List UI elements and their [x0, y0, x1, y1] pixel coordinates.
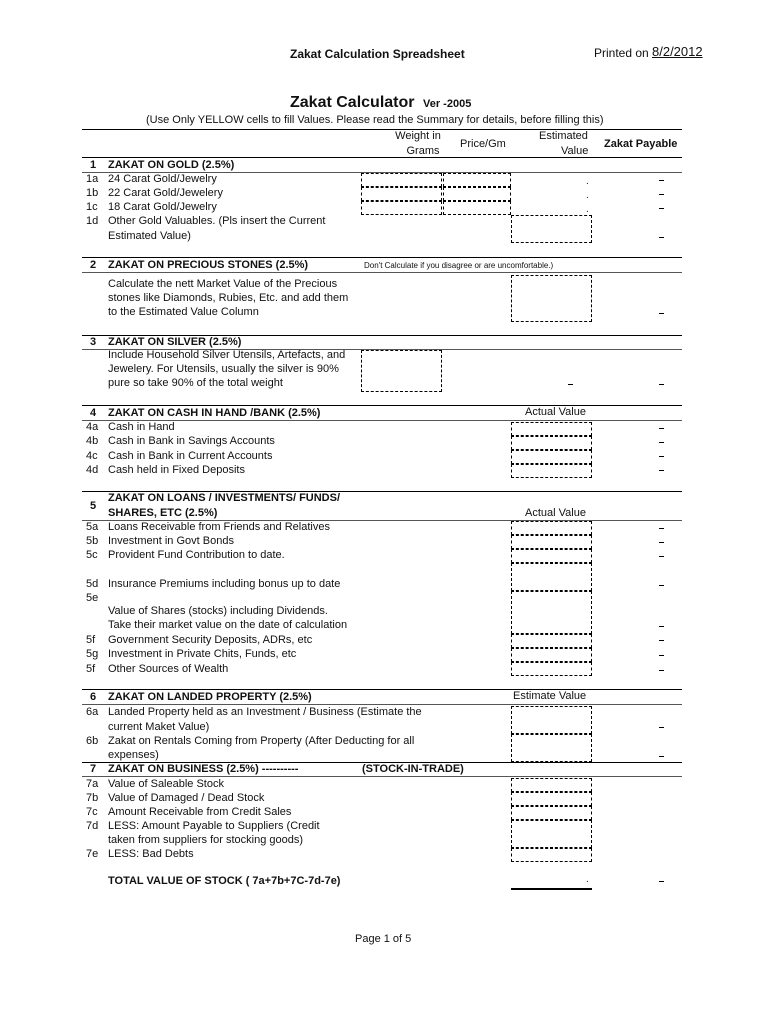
section-1-title: ZAKAT ON GOLD (2.5%) [108, 159, 235, 171]
section-3-desc-1: Include Household Silver Utensils, Artefacts, and [108, 349, 346, 361]
loans-receivable-input[interactable] [511, 521, 592, 535]
section-4-number: 4 [90, 407, 97, 419]
col-weight-header: Weight in [395, 130, 441, 142]
page-number: Page 1 of 5 [355, 933, 412, 945]
item-4a-label: Cash in Hand [108, 421, 175, 433]
item-1d-id: 1d [86, 215, 99, 227]
section-4-title: ZAKAT ON CASH IN HAND /BANK (2.5%) [108, 407, 321, 419]
col-price-header: Price/Gm [460, 138, 506, 150]
item-5g-label: Investment in Private Chits, Funds, etc [108, 648, 297, 660]
item-6a-id: 6a [86, 706, 99, 718]
supplier-payable-input[interactable] [511, 820, 592, 848]
calculator-version: Ver -2005 [423, 98, 472, 110]
zakat-4a-value [659, 428, 664, 429]
divider [82, 776, 682, 777]
item-4c-label: Cash in Bank in Current Accounts [108, 450, 273, 462]
item-6b-id: 6b [86, 735, 99, 747]
section-2-desc-2: stones like Diamonds, Rubies, Etc. and add them [108, 292, 349, 304]
zakat-4c-value [659, 456, 664, 457]
item-1b-id: 1b [86, 187, 99, 199]
item-7c-label: Amount Receivable from Credit Sales [108, 806, 292, 818]
item-5f-label: Government Security Deposits, ADRs, etc [108, 634, 313, 646]
item-7b-label: Value of Damaged / Dead Stock [108, 792, 265, 804]
credit-sales-input[interactable] [511, 806, 592, 820]
item-7d-label: LESS: Amount Payable to Suppliers (Credit [108, 820, 320, 832]
instruction-text: (Use Only YELLOW cells to fill Values. Please read the Summary for details, before filling this) [146, 114, 604, 126]
item-5c-label: Provident Fund Contribution to date. [108, 549, 285, 561]
item-4c-id: 4c [86, 450, 98, 462]
divider [82, 257, 682, 258]
value-dot: . [586, 190, 589, 201]
section-4-col-header: Actual Value [525, 406, 586, 418]
item-5d-id: 5d [86, 578, 99, 590]
divider [82, 689, 682, 690]
item-7e-label: LESS: Bad Debts [108, 848, 194, 860]
zakat-1b-value [659, 194, 664, 195]
zakat-2-value [659, 313, 664, 314]
item-6b-label: Zakat on Rentals Coming from Property (After Deducting for all [108, 735, 415, 747]
divider [82, 157, 682, 158]
item-5c-id: 5c [86, 549, 98, 561]
zakat-1a-value [659, 180, 664, 181]
section-7-subtitle: (STOCK-IN-TRADE) [362, 763, 464, 775]
zakat-5a-value [659, 528, 664, 529]
item-5a-label: Loans Receivable from Friends and Relatives [108, 521, 330, 533]
zakat-5d-value [659, 585, 664, 586]
section-5-title-2: SHARES, ETC (2.5%) [108, 507, 218, 519]
section-2-desc-1: Calculate the nett Market Value of the Precious [108, 278, 338, 290]
item-1a-label: 24 Carat Gold/Jewelry [108, 173, 217, 185]
section-6-col-header: Estimate Value [513, 690, 587, 702]
total-stock-label: TOTAL VALUE OF STOCK ( 7a+7b+7C-7d-7e) [108, 875, 341, 887]
section-3-desc-2: Jewelery. For Utensils, usually the silver is 90% [108, 363, 339, 375]
col-weight-header-2: Grams [406, 145, 440, 157]
item-5b-label: Investment in Govt Bonds [108, 535, 234, 547]
divider [82, 129, 682, 130]
silver-estimated-value [568, 384, 573, 385]
item-7c-id: 7c [86, 806, 98, 818]
section-5-col-header: Actual Value [525, 507, 586, 519]
cash-savings-input[interactable] [511, 436, 592, 450]
value-dot: . [586, 204, 589, 215]
col-zakat-header: Zakat Payable [604, 138, 678, 150]
silver-weight-input[interactable] [361, 350, 442, 392]
property-rentals-input[interactable] [511, 734, 592, 762]
item-4b-id: 4b [86, 435, 99, 447]
item-5g-id: 5g [86, 648, 99, 660]
item-4d-label: Cash held in Fixed Deposits [108, 464, 245, 476]
govt-security-input[interactable] [511, 634, 592, 648]
gold-18k-weight-input[interactable] [361, 201, 442, 215]
item-5b-id: 5b [86, 535, 99, 547]
section-5-number: 5 [90, 500, 97, 512]
gold-18k-price-input[interactable] [443, 201, 511, 215]
item-7d-label-cont: taken from suppliers for stocking goods) [108, 834, 304, 846]
document-title: Zakat Calculation Spreadsheet [290, 47, 465, 61]
item-5e-id: 5e [86, 592, 99, 604]
zakat-1c-value [659, 208, 664, 209]
zakat-5f-value [659, 640, 664, 641]
zakat-5h-value [659, 670, 664, 671]
item-5h-label: Other Sources of Wealth [108, 663, 229, 675]
cash-current-input[interactable] [511, 450, 592, 464]
bad-debts-input[interactable] [511, 848, 592, 862]
item-4a-id: 4a [86, 421, 99, 433]
zakat-4b-value [659, 442, 664, 443]
item-7e-id: 7e [86, 848, 99, 860]
divider [82, 704, 682, 705]
zakat-6b-value [659, 756, 664, 757]
saleable-stock-input[interactable] [511, 778, 592, 792]
zakat-5g-value [659, 655, 664, 656]
item-4d-id: 4d [86, 464, 99, 476]
section-2-number: 2 [90, 259, 97, 271]
item-1d-label-cont: Estimated Value) [108, 230, 191, 242]
item-7b-id: 7b [86, 792, 99, 804]
printed-date: 8/2/2012 [652, 44, 703, 59]
damaged-stock-input[interactable] [511, 792, 592, 806]
landed-property-input[interactable] [511, 706, 592, 734]
zakat-5b-value [659, 542, 664, 543]
gold-22k-price-input[interactable] [443, 187, 511, 201]
shares-value-input[interactable] [511, 591, 592, 634]
item-1a-id: 1a [86, 173, 99, 185]
item-1b-label: 22 Carat Gold/Jewelery [108, 187, 223, 199]
zakat-3-value [659, 384, 664, 385]
zakat-1d-value [659, 237, 664, 238]
section-2-title: ZAKAT ON PRECIOUS STONES (2.5%) [108, 259, 309, 271]
item-7a-label: Value of Saleable Stock [108, 778, 224, 790]
gold-22k-weight-input[interactable] [361, 187, 442, 201]
zakat-7-value [659, 881, 664, 882]
section-7-number: 7 [90, 763, 97, 775]
divider [82, 405, 682, 406]
section-7-title: ZAKAT ON BUSINESS (2.5%) ---------- [108, 763, 299, 775]
total-stock-value: . [586, 874, 589, 885]
item-6b-label-cont: expenses) [108, 749, 159, 761]
item-7d-id: 7d [86, 820, 99, 832]
gold-other-value-input[interactable] [511, 215, 592, 243]
zakat-6a-value [659, 727, 664, 728]
item-5d-label: Insurance Premiums including bonus up to date [108, 578, 341, 590]
col-estimated-header-2: Value [561, 145, 589, 157]
section-2-desc-3: to the Estimated Value Column [108, 306, 259, 318]
zakat-5e-value [659, 626, 664, 627]
gold-24k-weight-input[interactable] [361, 173, 442, 187]
other-wealth-input[interactable] [511, 662, 592, 676]
item-5e-label-cont: Take their market value on the date of calculation [108, 619, 348, 631]
provident-fund-input[interactable] [511, 549, 592, 563]
insurance-premiums-input[interactable] [511, 563, 592, 591]
section-2-note: Don't Calculate if you disagree or are uncomfortable.) [364, 261, 554, 270]
item-5a-id: 5a [86, 521, 99, 533]
item-5e-label: Value of Shares (stocks) including Dividends. [108, 605, 328, 617]
section-6-title: ZAKAT ON LANDED PROPERTY (2.5%) [108, 691, 312, 703]
gold-24k-price-input[interactable] [443, 173, 511, 187]
item-4b-label: Cash in Bank in Savings Accounts [108, 435, 275, 447]
zakat-4d-value [659, 470, 664, 471]
precious-stones-value-input[interactable] [511, 275, 592, 322]
item-5f-id: 5f [86, 634, 96, 646]
item-1d-label: Other Gold Valuables. (Pls insert the Current [108, 215, 326, 227]
section-1-number: 1 [90, 159, 97, 171]
cash-fixed-deposit-input[interactable] [511, 464, 592, 478]
section-3-title: ZAKAT ON SILVER (2.5%) [108, 336, 242, 348]
item-6a-label-cont: current Maket Value) [108, 721, 210, 733]
section-5-title: ZAKAT ON LOANS / INVESTMENTS/ FUNDS/ [108, 492, 341, 504]
divider [82, 272, 682, 273]
value-dot: . [586, 176, 589, 187]
total-underline [511, 888, 592, 890]
calculator-title: Zakat Calculator [290, 94, 415, 111]
item-1c-id: 1c [86, 201, 98, 213]
item-1c-label: 18 Carat Gold/Jewelry [108, 201, 217, 213]
section-3-desc-3: pure so take 90% of the total weight [108, 377, 283, 389]
item-7a-id: 7a [86, 778, 99, 790]
cash-in-hand-input[interactable] [511, 422, 592, 436]
printed-label: Printed on [594, 46, 649, 60]
private-chits-input[interactable] [511, 648, 592, 662]
section-6-number: 6 [90, 691, 97, 703]
col-estimated-header: Estimated [539, 130, 588, 142]
govt-bonds-input[interactable] [511, 535, 592, 549]
item-6a-label: Landed Property held as an Investment / Business (Estimate the [108, 706, 422, 718]
zakat-5c-value [659, 556, 664, 557]
section-3-number: 3 [90, 336, 97, 348]
item-5h-id: 5f [86, 663, 96, 675]
